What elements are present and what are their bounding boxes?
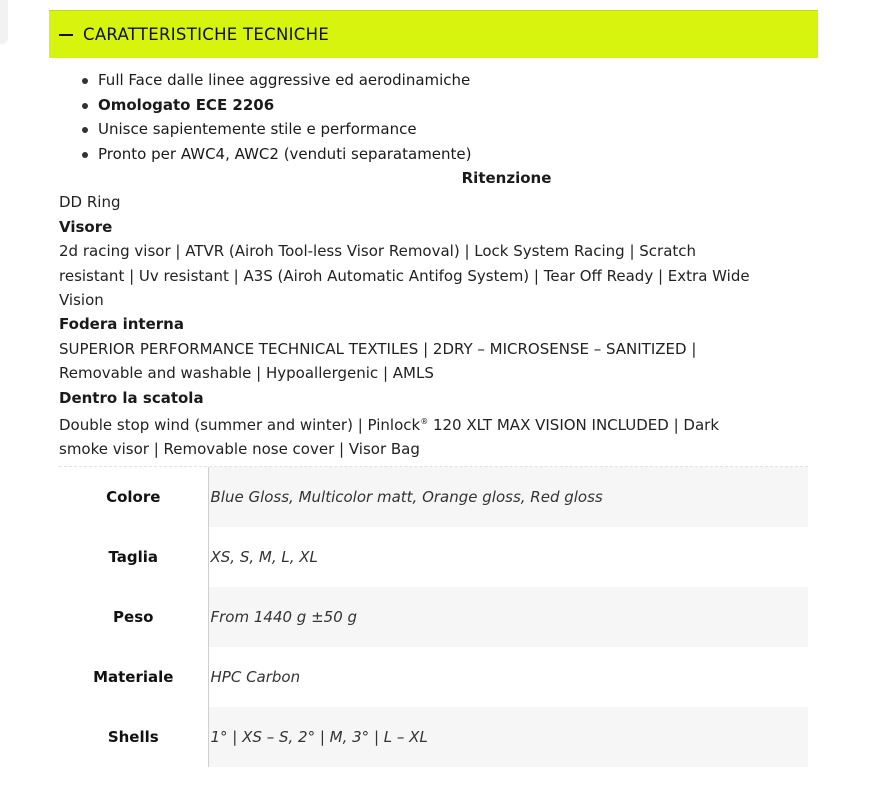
attribute-label: Materiale: [59, 647, 208, 707]
table-row: [59, 647, 808, 707]
scatola-line: smoke visor | Removable nose cover | Visor Bag: [59, 440, 420, 459]
attribute-label: Peso: [59, 587, 208, 647]
table-row: [59, 707, 808, 767]
attributes-table: [59, 467, 808, 767]
visore-line: Vision: [59, 291, 104, 310]
scatola-text: 120 XLT MAX VISION INCLUDED | Dark: [428, 416, 720, 435]
feature-list: [80, 68, 472, 166]
feature-item: Omologato ECE 2206: [80, 93, 472, 118]
table-row: [59, 587, 808, 647]
attribute-value: 1° | XS – S, 2° | M, 3° | L – XL: [208, 707, 808, 767]
attribute-label: Colore: [59, 467, 208, 527]
table-row: [59, 467, 808, 527]
fodera-line: Removable and washable | Hypoallergenic | AMLS: [59, 364, 434, 383]
attribute-value: XS, S, M, L, XL: [210, 548, 318, 566]
feature-item: Unisce sapientemente stile e performance: [80, 117, 472, 142]
spec-details: [59, 166, 819, 462]
attribute-label: Shells: [59, 707, 208, 767]
accordion-title: CARATTERISTICHE TECNICHE: [83, 25, 330, 44]
table-row: [59, 527, 808, 587]
registered-mark: ®: [420, 417, 429, 427]
minus-icon[interactable]: [59, 34, 73, 36]
fodera-line: SUPERIOR PERFORMANCE TECHNICAL TEXTILES | 2DRY – MICROSENSE – SANITIZED |: [59, 339, 697, 358]
scatola-line: [59, 410, 819, 437]
feature-item: Pronto per AWC4, AWC2 (venduti separatamente): [80, 142, 472, 167]
attribute-label: Taglia: [59, 527, 208, 587]
visore-line: 2d racing visor | ATVR (Airoh Tool-less Visor Removal) | Lock System Racing | Scratch: [59, 242, 697, 261]
fodera-heading: Fodera interna: [59, 315, 184, 334]
attribute-value: HPC Carbon: [210, 668, 301, 686]
feature-item: Full Face dalle linee aggressive ed aerodinamiche: [80, 68, 472, 93]
scatola-heading: Dentro la scatola: [59, 388, 204, 407]
visore-heading: Visore: [59, 217, 113, 236]
ritenzione-heading: Ritenzione: [461, 169, 552, 187]
tech-specs-accordion: [49, 10, 818, 58]
visore-line: resistant | Uv resistant | A3S (Airoh Automatic Antifog System) | Tear Off Ready | Extra Wide: [59, 266, 750, 285]
scatola-text: Double stop wind (summer and winter) | Pinlock: [59, 416, 421, 435]
attribute-value: From 1440 g ±50 g: [208, 587, 808, 647]
attribute-value: Blue Gloss, Multicolor matt, Orange gloss, Red gloss: [208, 467, 808, 527]
accordion-header[interactable]: [49, 10, 818, 58]
ritenzione-text: DD Ring: [59, 193, 121, 212]
side-tab: [0, 0, 8, 44]
